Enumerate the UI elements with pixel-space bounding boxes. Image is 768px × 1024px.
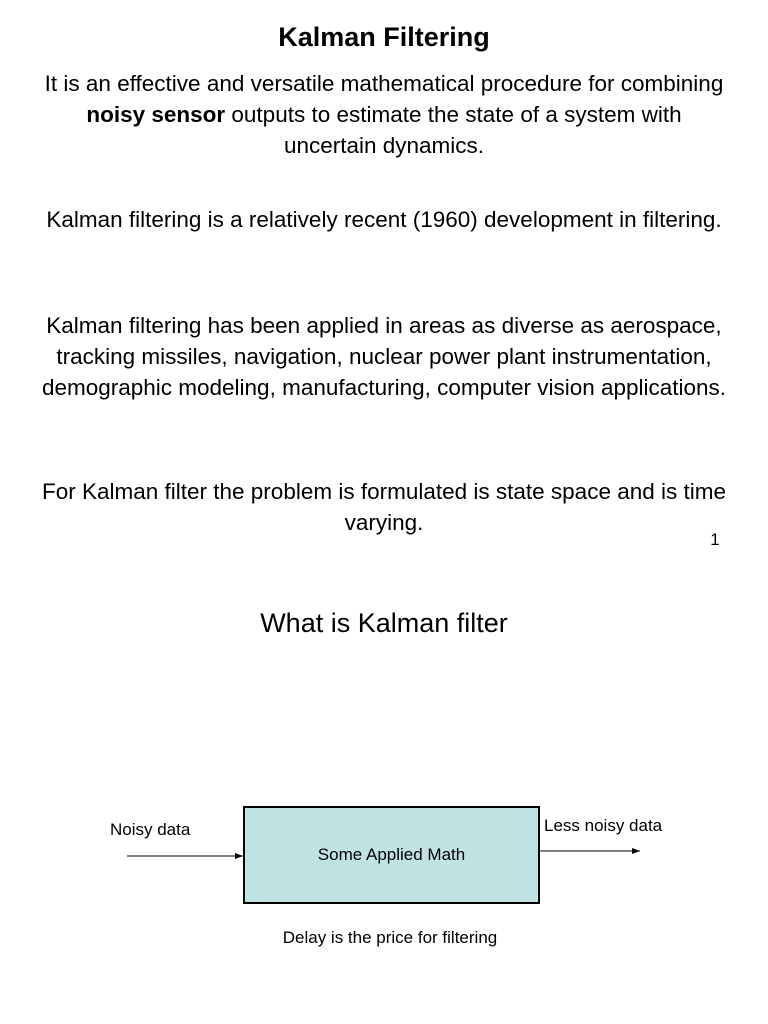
- slide-title: Kalman Filtering: [278, 22, 490, 52]
- input-label: Noisy data: [110, 820, 191, 839]
- filter-diagram: [0, 790, 768, 970]
- process-box-label: Some Applied Math: [317, 845, 466, 864]
- history-paragraph: Kalman filtering is a relatively recent (1960) development in filtering.: [46, 207, 722, 232]
- diagram-caption: Delay is the price for filtering: [282, 928, 498, 947]
- slide-2: [0, 560, 768, 1024]
- intro-text-end: outputs to estimate the state of a system with uncertain dynamics.: [225, 102, 682, 158]
- intro-paragraph: [40, 68, 728, 161]
- intro-bold-text: noisy sensor: [86, 102, 226, 127]
- page-number: 1: [710, 530, 720, 549]
- process-box: [243, 806, 540, 904]
- intro-text-start: It is an effective and versatile mathematical procedure for combining: [44, 71, 724, 96]
- output-label: Less noisy data: [544, 816, 663, 835]
- applications-paragraph: Kalman filtering has been applied in areas as diverse as aerospace, tracking missiles, navigation, nuclear power plant instrumentation, demographic modeling, manufacturing, computer vision applications.: [41, 313, 727, 400]
- slide-title: What is Kalman filter: [260, 608, 508, 638]
- formulation-paragraph: For Kalman filter the problem is formulated is state space and is time varying.: [41, 479, 727, 535]
